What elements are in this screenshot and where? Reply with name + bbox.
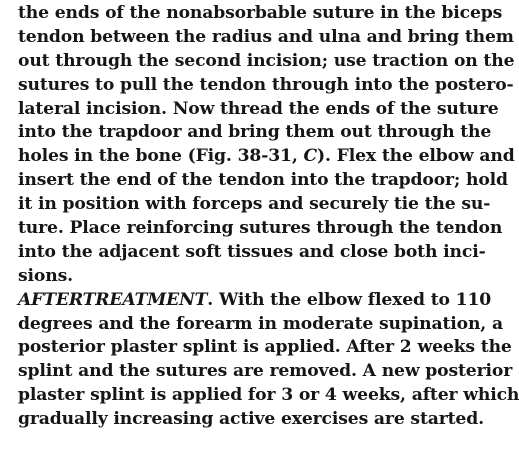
text-line: it in position with forceps and securely tie the su- <box>18 194 491 215</box>
figure-panel-reference: C <box>303 146 318 167</box>
section-heading: AFTERTREATMENT <box>18 289 208 310</box>
text-line: plaster splint is applied for 3 or 4 weeks, after which <box>18 385 519 406</box>
text-line: tendon between the radius and ulna and bring them <box>18 26 514 47</box>
document-page <box>18 2 519 432</box>
text-line: sions. <box>18 265 73 286</box>
text-line: ture. Place reinforcing sutures through the tendon <box>18 218 503 239</box>
text-line: into the adjacent soft tissues and close both inci- <box>18 241 486 262</box>
text-line: insert the end of the tendon into the trapdoor; hold <box>18 170 508 191</box>
text-line: sutures to pull the tendon through into the postero- <box>18 74 514 95</box>
text-line: degrees and the forearm in moderate supination, a <box>18 313 503 334</box>
text-line <box>18 289 492 313</box>
text-fragment: holes in the bone (Fig. 38-31, <box>18 146 304 167</box>
surgical-technique-paragraph <box>18 2 515 289</box>
text-line: the ends of the nonabsorbable suture in the biceps <box>18 3 503 23</box>
text-line: into the trapdoor and bring them out through the <box>18 122 492 143</box>
text-line: posterior plaster splint is applied. After 2 weeks the <box>18 337 512 358</box>
text-line: gradually increasing active exercises are started. <box>18 409 484 430</box>
text-line: splint and the sutures are removed. A new posterior <box>18 361 513 382</box>
text-fragment: . With the elbow flexed to 110 <box>207 289 492 310</box>
text-line: out through the second incision; use traction on the <box>18 50 515 71</box>
text-line <box>18 145 515 169</box>
text-fragment: ). Flex the elbow and <box>317 146 515 167</box>
text-line: lateral incision. Now thread the ends of the suture <box>18 98 499 119</box>
aftertreatment-paragraph <box>18 289 519 432</box>
